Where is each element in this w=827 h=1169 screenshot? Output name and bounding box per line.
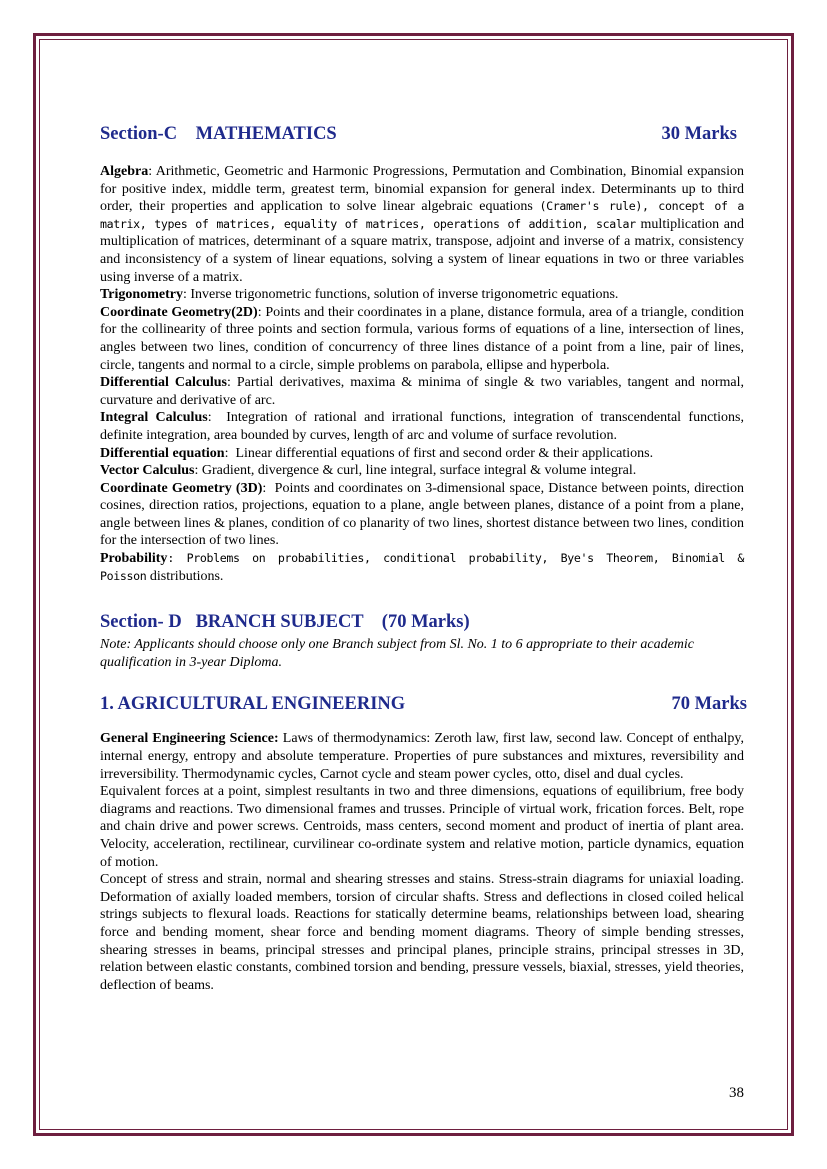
agri-paragraph-3: Concept of stress and strain, normal and shearing stresses and stains. Stress-strain diagrams for uniaxial loading. Deformation of axially loaded members, torsion of circular shafts. Stress and deflections in closed coiled helical strings subjects to flexural loads. Reactions for statically determine beams, relationships between load, shearing force and bending moment, shear force and bending moment diagrams. Theory of simple bending stresses, shearing stresses in beams, principal stresses and principal planes, principle strains, principal stresses in 3D, relation between elastic constants, combined torsion and bending, pressure vessels, biaxial, stresses, yield theories, deflection of beams. [100, 872, 744, 993]
section-c-body [100, 163, 744, 585]
topic-term: Probability [100, 551, 168, 567]
topic-text: multiplication and multiplication of matrices, determinant of a square matrix, transpose, adjoint and inverse of a matrix, consistency and inconsistency of a system of linear equations, solving a system of linear equations in two or three variables using inverse of a matrix. [100, 216, 745, 285]
agri-paragraph-2: Equivalent forces at a point, simplest resultants in two and three dimensions, equations of equilibrium, free body diagrams and reactions. Two dimensional frames and trusses. Principle of virtual work, frication forces. Belt, rope and chain drive and power screws. Centroids, mass centers, second moment and product of inertia of plant area. Velocity, acceleration, rectilinear, curvilinear co-ordinate system and relative motion, particle dynamics, equation of motion. [100, 784, 744, 870]
topic-text: Points and their coordinates in a plane, distance formula, area of a triangle, condition for the collinearity of three points and section formula, various forms of equations of a line, intersection of lines, angles between two lines, condition of concurrency of three lines distance of a point from a line, pair of lines, circle, tangents and normal to a circle, simple problems on parabola, ellipse and hyperbola. [100, 304, 745, 373]
topic-text-mono: (Cramer's rule), concept of a matrix, types of matrices, equality of matrices, operations of addition, scalar [100, 199, 745, 231]
topic-differential-calculus: Differential Calculus: Partial derivatives, maxima & minima of single & two variables, tangent and normal, curvature and derivative of arc. [100, 375, 745, 408]
topic-text: Arithmetic, Geometric and Harmonic Progressions, Permutation and Combination, Binomial expansion for positive index, middle term, greatest term, binomial expansion for general index. Determinants up to third order, their properties and application to solve linear algebraic equations [100, 164, 744, 215]
page-number: 38 [729, 1085, 744, 1101]
agri-heading [100, 692, 747, 718]
topic-term: Integral Calculus [100, 410, 208, 426]
topic-term: Differential equation [100, 445, 225, 461]
topic-text: Linear differential equations of first and second order & their applications. [235, 445, 654, 461]
agri-paragraph-1 [100, 730, 744, 783]
agri-body [100, 730, 744, 994]
topic-term: Vector Calculus [100, 463, 195, 479]
topic-text: distributions. [149, 568, 224, 584]
topic-term: General Engineering Science: [100, 731, 279, 747]
section-d-title: Section- D BRANCH SUBJECT (70 Marks) [100, 612, 470, 633]
section-c-marks: 30 Marks [661, 124, 737, 144]
topic-text: Gradient, divergence & curl, line integral, surface integral & volume integral. [201, 463, 637, 479]
section-c-heading [100, 122, 744, 148]
topic-vector-calculus: Vector Calculus: Gradient, divergence & curl, line integral, surface integral & volume integral. [100, 463, 637, 479]
topic-term: Coordinate Geometry (3D) [100, 480, 263, 496]
section-d-note: Note: Applicants should choose only one Branch subject from Sl. No. 1 to 6 appropriate to their academic qualification in 3-year Diploma. [100, 637, 695, 670]
agri-marks: 70 Marks [671, 694, 747, 715]
section-d-heading [100, 610, 744, 636]
page-content [100, 122, 747, 994]
topic-text: Integration of rational and irrational functions, integration of transcendental functions, definite integration, area bounded by curves, length of arc and volume of surface revolution. [100, 410, 745, 443]
section-c-title: Section-C MATHEMATICS [100, 124, 337, 144]
topic-algebra: Algebra: Arithmetic, Geometric and Harmonic Progressions, Permutation and Combination, Binomial expansion for positive index, middle term, greatest term, binomial expansion for general index. Determinants up to third order, their properties and application to solve linear algebraic equations (Cramer's rule), concept of a matrix, types of matrices, equality of matrices, operations of addition, scalar multiplication and multiplication of matrices, determinant of a square matrix, transpose, adjoint and inverse of a matrix, consistency and inconsistency of a system of linear equations, solving a system of linear equations in two or three variables using inverse of a matrix. [100, 164, 745, 285]
topic-text: Laws of thermodynamics: Zeroth law, first law, second law. Concept of enthalpy, internal energy, entropy and absolute temperature. Properties of pure substances and mixtures, reversibility and irreversibility. Thermodynamic cycles, Carnot cycle and steam power cycles, otto, disel and dual cycles. [100, 731, 744, 782]
topic-term: Differential Calculus [100, 375, 228, 391]
agri-title: 1. AGRICULTURAL ENGINEERING [100, 694, 406, 715]
topic-differential-equation: Differential equation: Linear differential equations of first and second order & their applications. [100, 445, 654, 461]
topic-text: Inverse trigonometric functions, solution of inverse trigonometric equations. [190, 287, 619, 303]
topic-probability: Probability: Problems on probabilities, conditional probability, Bye's Theorem, Binomial & Poisson distributions. [100, 551, 745, 584]
topic-term: Algebra [100, 164, 149, 179]
topic-term: Trigonometry [100, 287, 183, 303]
topic-integral-calculus: Integral Calculus: Integration of rational and irrational functions, integration of transcendental functions, definite integration, area bounded by curves, length of arc and volume of surface revolution. [100, 410, 745, 443]
topic-trigonometry: Trigonometry: Inverse trigonometric functions, solution of inverse trigonometric equations. [100, 287, 619, 303]
topic-text: Partial derivatives, maxima & minima of single & two variables, tangent and normal, curvature and derivative of arc. [100, 375, 745, 408]
topic-term: Coordinate Geometry(2D) [100, 304, 258, 320]
topic-coordinate-geometry-3d: Coordinate Geometry (3D): Points and coordinates on 3-dimensional space, Distance between points, direction cosines, direction ratios, projections, equation to a plane, angle between planes, distance of a point from a plane, angle between lines & planes, condition of co planarity of two lines, shortest distance between two lines, condition for the intersection of two lines. [100, 480, 745, 549]
topic-coordinate-geometry-2d: Coordinate Geometry(2D): Points and their coordinates in a plane, distance formula, area of a triangle, condition for the collinearity of three points and section formula, various forms of equations of a line, intersection of lines, angles between two lines, condition of concurrency of three lines distance of a point from a line, pair of lines, circle, tangents and normal to a circle, simple problems on parabola, ellipse and hyperbola. [100, 304, 745, 373]
topic-text-mono: Problems on probabilities, conditional probability, Bye's Theorem, Binomial & Poisson [100, 551, 745, 583]
topic-text: Points and coordinates on 3-dimensional space, Distance between points, direction cosines, direction ratios, projections, equation to a plane, angle between planes, distance of a point from a plane, angle between lines & planes, condition of co planarity of two lines, shortest distance between two lines, condition for the intersection of two lines. [100, 480, 745, 549]
